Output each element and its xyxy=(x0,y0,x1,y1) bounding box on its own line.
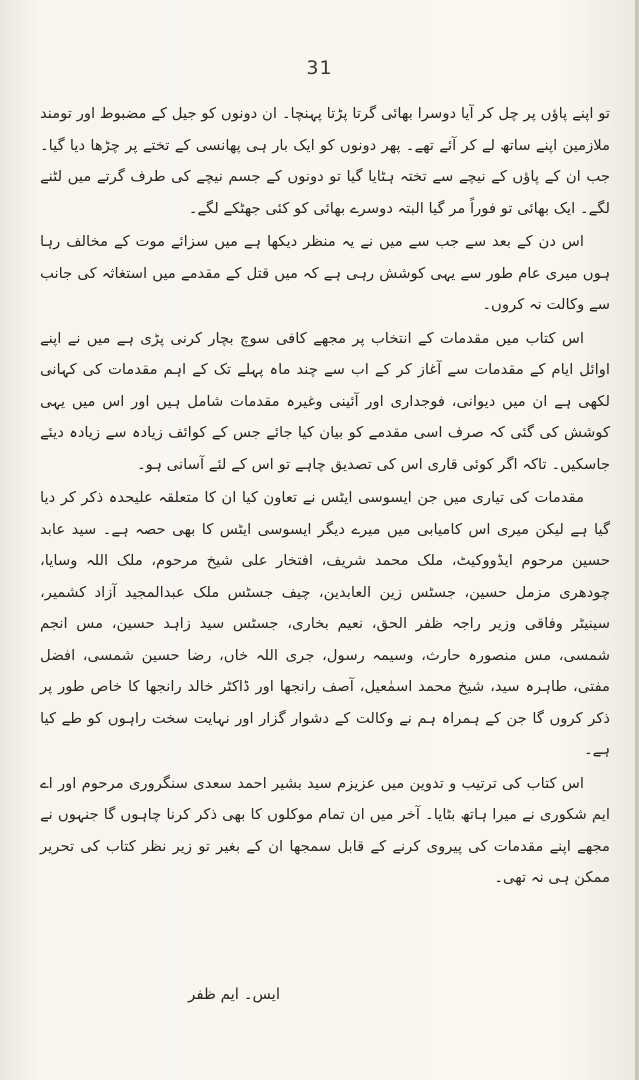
paragraph-2: اس دن کے بعد سے جب سے میں نے یہ منظر دیکھا ہے میں سزائے موت کے مخالف رہا ہوں میری عام طور سے یہی کوشش رہی ہے کہ میں قتل کے مقدمے میں استغاثہ کی جانب سے وکالت نہ کروں۔ xyxy=(40,233,610,313)
page-number: 31 xyxy=(306,57,333,79)
author-signature: ایس۔ ایم ظفر xyxy=(188,985,280,1003)
body-text xyxy=(40,98,610,894)
paragraph-1: تو اپنے پاؤں پر چل کر آیا دوسرا بھائی گرتا پڑتا پہنچا۔ ان دونوں کو جیل کے مضبوط اور تومند ملازمین اپنے ساتھ لے کر آئے تھے۔ پھر دونوں کو ایک بار ہی پھانسی کے تختے پر چڑھا دیا گیا۔ جب ان کے پاؤں کے نیچے سے تختہ ہٹایا گیا تو دونوں کے جسم نیچے کی طرف گرتے میں لٹنے لگے۔ ایک بھائی تو فوراً مر گیا البتہ دوسرے بھائی کو کئی جھٹکے لگے۔ xyxy=(40,105,610,217)
paragraph-5: اس کتاب کی ترتیب و تدوین میں عزیزم سید بشیر احمد سعدی سنگروری مرحوم اور اے ایم شکوری نے میرا ہاتھ بٹایا۔ آخر میں ان تمام موکلوں کا بھی ذکر کرنا چاہوں گا جنہوں نے مجھے اپنے مقدمات کی پیروی کرنے کے قابل سمجھا ان کے بغیر تو زیر نظر کتاب کی تحریر ممکن ہی نہ تھی۔ xyxy=(40,774,610,886)
paragraph-4: مقدمات کی تیاری میں جن ایسوسی ایٹس نے تعاون کیا ان کا متعلقہ علیحدہ ذکر کر دیا گیا ہے لیکن میری اس کامیابی میں میرے دیگر ایسوسی ایٹس کا بھی حصہ ہے۔ سید عابد حسین مرحوم ایڈووکیٹ، ملک محمد شریف، افتخار علی شیخ مرحوم، ملک اللہ وسایا، چودھری مزمل حسین، جسٹس زین العابدین، چیف جسٹس ملک عبدالمجید آزاد کشمیر، سینیٹر وفاقی وزیر راجہ ظفر الحق، نعیم بخاری، جسٹس سید زاہد حسین، مس انجم شمسی، مس منصورہ حارث، وسیمہ رسول، جری اللہ خاں، رضا حسین شمسی، افضل مفتی، طاہرہ سید، شیخ محمد اسمٰعیل، آصف رانجھا اور ڈاکٹر خالد رانجھا کا خاص طور پر ذکر کروں گا جن کے ہمراہ ہم نے وکالت کے دشوار گزار اور نہایت سخت راہوں کو طے کیا ہے۔ xyxy=(40,489,610,758)
paragraph-3: اس کتاب میں مقدمات کے انتخاب پر مجھے کافی سوچ بچار کرنی پڑی ہے میں نے اپنے اوائل ایام کے مقدمات سے آغاز کر کے اب سے چند ماہ پہلے تک کے اہم مقدمات کی کہانی لکھی ہے ان میں دیوانی، فوجداری اور آئینی وغیرہ مقدمات شامل ہیں اور اس میں یہی کوشش کی گئی کہ صرف اسی مقدمے کو بیان کیا جائے جس کے کوائف زیادہ سے زیادہ دیئے جاسکیں۔ تاکہ اگر کوئی قاری اس کی تصدیق چاہے تو اس کے لئے آسانی ہو۔ xyxy=(40,329,610,473)
page-edge-shadow xyxy=(635,0,639,1080)
